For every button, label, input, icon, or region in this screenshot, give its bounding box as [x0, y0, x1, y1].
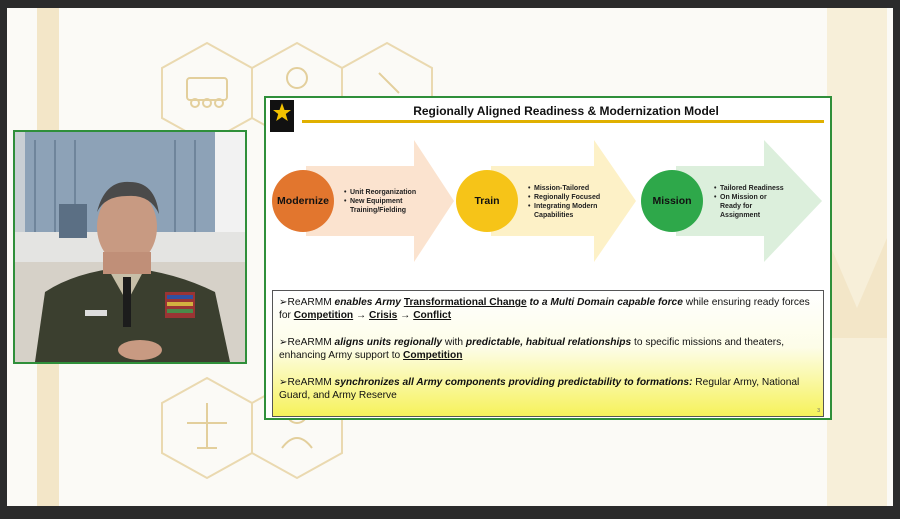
shared-screen: [7, 8, 893, 506]
p2-prefix: ReARMM: [287, 337, 335, 348]
list-item: • Integrating Modern Capabilities: [528, 202, 608, 220]
p2-mid2: to specific missions and theaters, enhancing Army support to: [279, 337, 785, 361]
page-number: 3: [817, 408, 820, 414]
modernize-circle: [272, 170, 334, 232]
modernize-bullets: [344, 188, 424, 215]
mission-label: Mission: [652, 195, 692, 207]
p1-em1: enables Army: [334, 297, 404, 308]
paragraph-2: ➢ReARMM aligns units regionally with predictable, habitual relationships to specific missions and theaters, enhancing Army support to Competition: [279, 337, 785, 361]
p1-mid: while ensuring ready forces for: [279, 297, 810, 321]
p1-conflict: Conflict: [413, 310, 452, 321]
modernize-label: Modernize: [277, 195, 329, 207]
presenter-image: [15, 132, 245, 362]
list-item: • New Equipment Training/Fielding: [344, 197, 424, 215]
p1-u1: Transformational Change: [403, 297, 527, 308]
list-item: • Mission-Tailored: [528, 184, 608, 193]
list-item: • Unit Reorganization: [344, 188, 424, 197]
p3-em1: synchronizes all Army components providing predictability to formations:: [334, 377, 693, 388]
list-item: • On Mission or Ready for Assignment: [714, 193, 784, 220]
mission-circle: [641, 170, 703, 232]
train-label: Train: [474, 195, 500, 207]
p3-prefix: ReARMM: [287, 377, 335, 388]
p2-em2: predictable, habitual relationships: [465, 337, 632, 348]
p2-mid1: with: [442, 337, 466, 348]
train-bullets: [528, 184, 608, 220]
list-item: • Regionally Focused: [528, 193, 608, 202]
p1-crisis: Crisis: [369, 310, 398, 321]
paragraph-1: ➢ReARMM enables Army Transformational Change to a Multi Domain capable force while ensuring ready forces for Competition → Crisis → Conflict: [279, 297, 810, 321]
p1-prefix: ReARMM: [287, 297, 335, 308]
p3-rest: Regular Army, National Guard, and Army Reserve: [279, 377, 800, 401]
slide: [264, 96, 832, 420]
slide-title: Regionally Aligned Readiness & Modernization Model: [413, 104, 719, 118]
presenter-video[interactable]: [13, 130, 247, 364]
p2-competition: Competition: [403, 350, 463, 361]
p1-arrow-2: →: [397, 310, 414, 321]
list-item: • Tailored Readiness: [714, 184, 784, 193]
mission-bullets: [714, 184, 784, 220]
train-circle: [456, 170, 518, 232]
p1-arrow-1: →: [353, 310, 370, 321]
paragraph-3: ➢ReARMM synchronizes all Army components providing predictability to formations: Regular Army, National Guard, and Army Reserve: [279, 377, 800, 401]
summary-box: [272, 290, 824, 417]
p1-competition: Competition: [293, 310, 354, 321]
p2-em1: aligns units regionally: [334, 337, 443, 348]
p1-em2: to a Multi Domain capable force: [526, 297, 683, 308]
